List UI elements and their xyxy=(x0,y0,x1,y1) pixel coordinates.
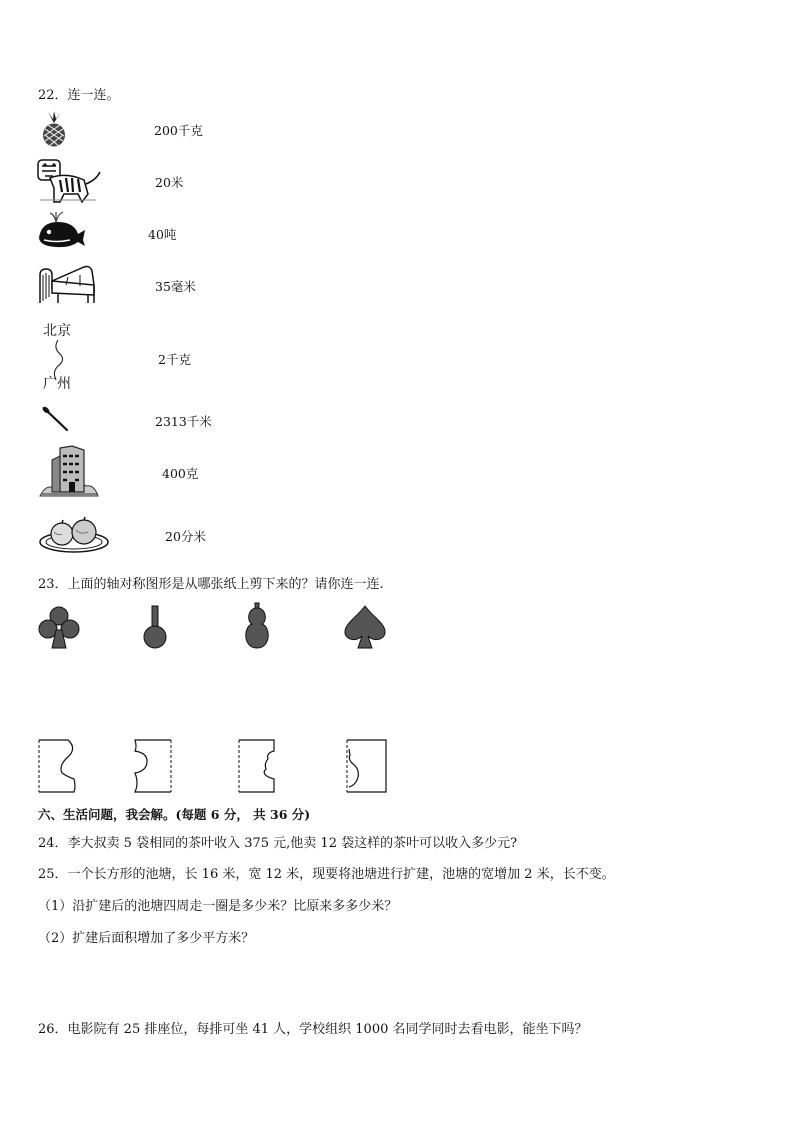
measure-label: 400克 xyxy=(162,466,199,481)
whale-icon xyxy=(36,210,86,250)
section-heading: 六、生活问题，我会解。(每题 6 分， 共 36 分) xyxy=(38,807,311,822)
folded-paper-4 xyxy=(346,739,388,793)
q25-text: 25．一个长方形的池塘，长 16 米，宽 12 米，现要将池塘进行扩建，池塘的宽增加 2 米，长不变。 xyxy=(38,867,615,882)
fruit-plate-icon xyxy=(38,512,110,554)
q25-sub1: （1）沿扩建后的池塘四周走一圈是多少米？比原来多多少米？ xyxy=(38,899,398,914)
measure-label: 40吨 xyxy=(148,227,177,242)
measure-label: 35毫米 xyxy=(155,279,196,294)
q26-text: 26．电影院有 25 排座位，每排可坐 41 人，学校组织 1000 名同学同时去看电影，能坐下吗？ xyxy=(38,1022,588,1037)
q22-title: 22．连一连。 xyxy=(38,88,120,103)
tiger-icon xyxy=(36,158,104,204)
map-label-beijing: 北京 xyxy=(43,323,71,339)
nail-icon xyxy=(40,404,70,432)
building-icon xyxy=(38,444,100,498)
q23-title: 23．上面的轴对称图形是从哪张纸上剪下来的？请你连一连. xyxy=(38,577,384,592)
map-route-icon xyxy=(40,318,84,394)
measure-label: 2313千米 xyxy=(155,414,212,429)
folded-paper-3 xyxy=(238,739,278,793)
q25-sub2: （2）扩建后面积增加了多少平方米？ xyxy=(38,931,255,946)
pineapple-icon xyxy=(38,111,70,147)
club-shape-icon xyxy=(36,604,82,650)
folded-paper-2 xyxy=(133,739,173,793)
measure-label: 20米 xyxy=(155,175,184,190)
measure-label: 2千克 xyxy=(158,352,191,367)
bed-icon xyxy=(36,261,98,305)
ball-stick-shape-icon xyxy=(140,604,170,650)
folded-paper-1 xyxy=(38,739,78,793)
measure-label: 20分米 xyxy=(165,529,206,544)
gourd-shape-icon xyxy=(241,602,273,650)
measure-label: 200千克 xyxy=(154,123,203,138)
q24-text: 24．李大叔卖 5 袋相同的茶叶收入 375 元,他卖 12 袋这样的茶叶可以收入多少元? xyxy=(38,836,518,851)
map-label-guangzhou: 广州 xyxy=(43,376,71,392)
spade-shape-icon xyxy=(342,604,388,650)
